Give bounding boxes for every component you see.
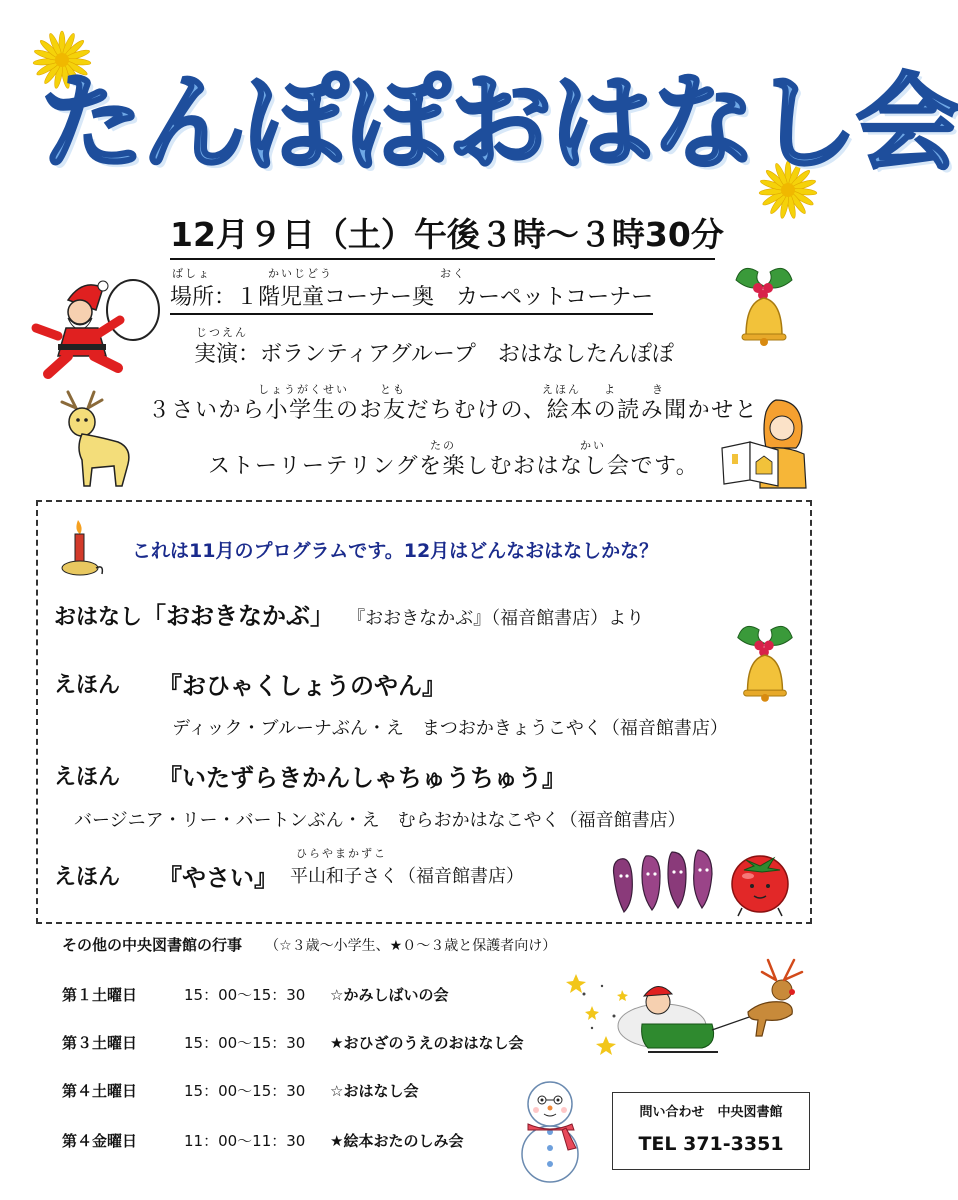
ruby-tomo: とも xyxy=(380,383,406,396)
holly-bell-icon xyxy=(728,258,800,348)
ruby-jitsuen: じつえん xyxy=(196,326,248,339)
tomato-icon xyxy=(722,846,802,918)
candle-icon xyxy=(58,518,104,580)
event-place: 場所：１階児童コーナー奥 カーペットコーナー xyxy=(170,283,653,315)
event-day: 第３土曜日 xyxy=(62,1034,138,1052)
description-line-2: ストーリーテリングを楽しむおはなし会です。 xyxy=(208,454,700,479)
program-item-title: 「おおきなかぶ」 xyxy=(142,602,335,630)
event-performer: 実演：ボランティアグループ おはなしたんぽぽ xyxy=(194,342,674,367)
ruby-kaijido: かいじどう xyxy=(268,267,333,280)
program-item-kind: えほん xyxy=(54,865,121,890)
event-time: 15：00～15：30 xyxy=(184,1034,306,1052)
events-header xyxy=(62,934,556,955)
event-time: 15：00～15：30 xyxy=(184,1082,306,1100)
program-item-kind: えほん xyxy=(54,765,121,790)
event-name: ★絵本おたのしみ会 xyxy=(330,1132,464,1150)
program-item-title: 『おひゃくしょうのやん』 xyxy=(158,672,446,700)
program-item-1 xyxy=(54,596,644,631)
ruby-yo: よ xyxy=(604,383,617,396)
reindeer-icon xyxy=(58,390,138,490)
description-line-1: ３さいから小学生のお友だちむけの、絵本の読み聞かせと xyxy=(148,398,759,423)
santa-icon xyxy=(28,270,163,380)
program-heading: これは11月のプログラムです。12月はどんなおはなしかな？ xyxy=(132,540,659,562)
event-time: 11：00～11：30 xyxy=(184,1132,306,1150)
events-heading: その他の中央図書館の行事 xyxy=(62,936,243,954)
program-item-title: 『やさい』 xyxy=(158,864,278,892)
ruby-hirayama: ひらやまかずこ xyxy=(296,847,387,860)
program-item-note: バージニア・リー・バートンぶん・え むらおかはなこやく（福音館書店） xyxy=(74,810,686,831)
program-item-note: ディック・ブルーナぶん・え まつおかきょうこやく（福音館書店） xyxy=(172,718,728,739)
program-item-note: 『おおきなかぶ』（福音館書店）より xyxy=(347,608,645,629)
contact-box xyxy=(612,1092,810,1170)
events-legend: （☆３歳～小学生、★０～３歳と保護者向け） xyxy=(265,938,557,954)
program-item-note: 平山和子さく（福音館書店） xyxy=(290,866,524,887)
ruby-ehon: えほん xyxy=(542,383,581,396)
storyteller-icon xyxy=(720,398,810,490)
ruby-shogakusei: しょうがくせい xyxy=(258,383,349,396)
event-time: 15：00～15：30 xyxy=(184,986,306,1004)
event-day: 第４金曜日 xyxy=(62,1132,138,1150)
sleigh-icon xyxy=(562,950,812,1062)
event-name: ☆おはなし会 xyxy=(330,1082,419,1100)
event-date: 12月９日（土）午後３時～３時30分 xyxy=(170,212,715,260)
page-title: たんぽぽおはなし会 xyxy=(40,62,958,184)
contact-label: 問い合わせ 中央図書館 xyxy=(639,1105,783,1120)
contact-tel: TEL 371-3351 xyxy=(638,1133,784,1155)
event-day: 第４土曜日 xyxy=(62,1082,138,1100)
ruby-ki: き xyxy=(652,383,665,396)
event-name: ☆かみしばいの会 xyxy=(330,986,449,1004)
holly-bell-icon xyxy=(730,616,800,704)
event-name: ★おひざのうえのおはなし会 xyxy=(330,1034,524,1052)
ruby-kai: かい xyxy=(580,439,606,452)
snowman-icon xyxy=(514,1068,586,1188)
program-item-kind: おはなし xyxy=(54,605,143,630)
ruby-tano: たの xyxy=(430,439,456,452)
sweet-potato-icon xyxy=(608,846,720,918)
program-item-kind: えほん xyxy=(54,673,121,698)
event-day: 第１土曜日 xyxy=(62,986,138,1004)
ruby-basho: ばしょ xyxy=(172,267,211,280)
program-item-title: 『いたずらきかんしゃちゅうちゅう』 xyxy=(158,764,566,792)
ruby-oku: おく xyxy=(440,267,466,280)
